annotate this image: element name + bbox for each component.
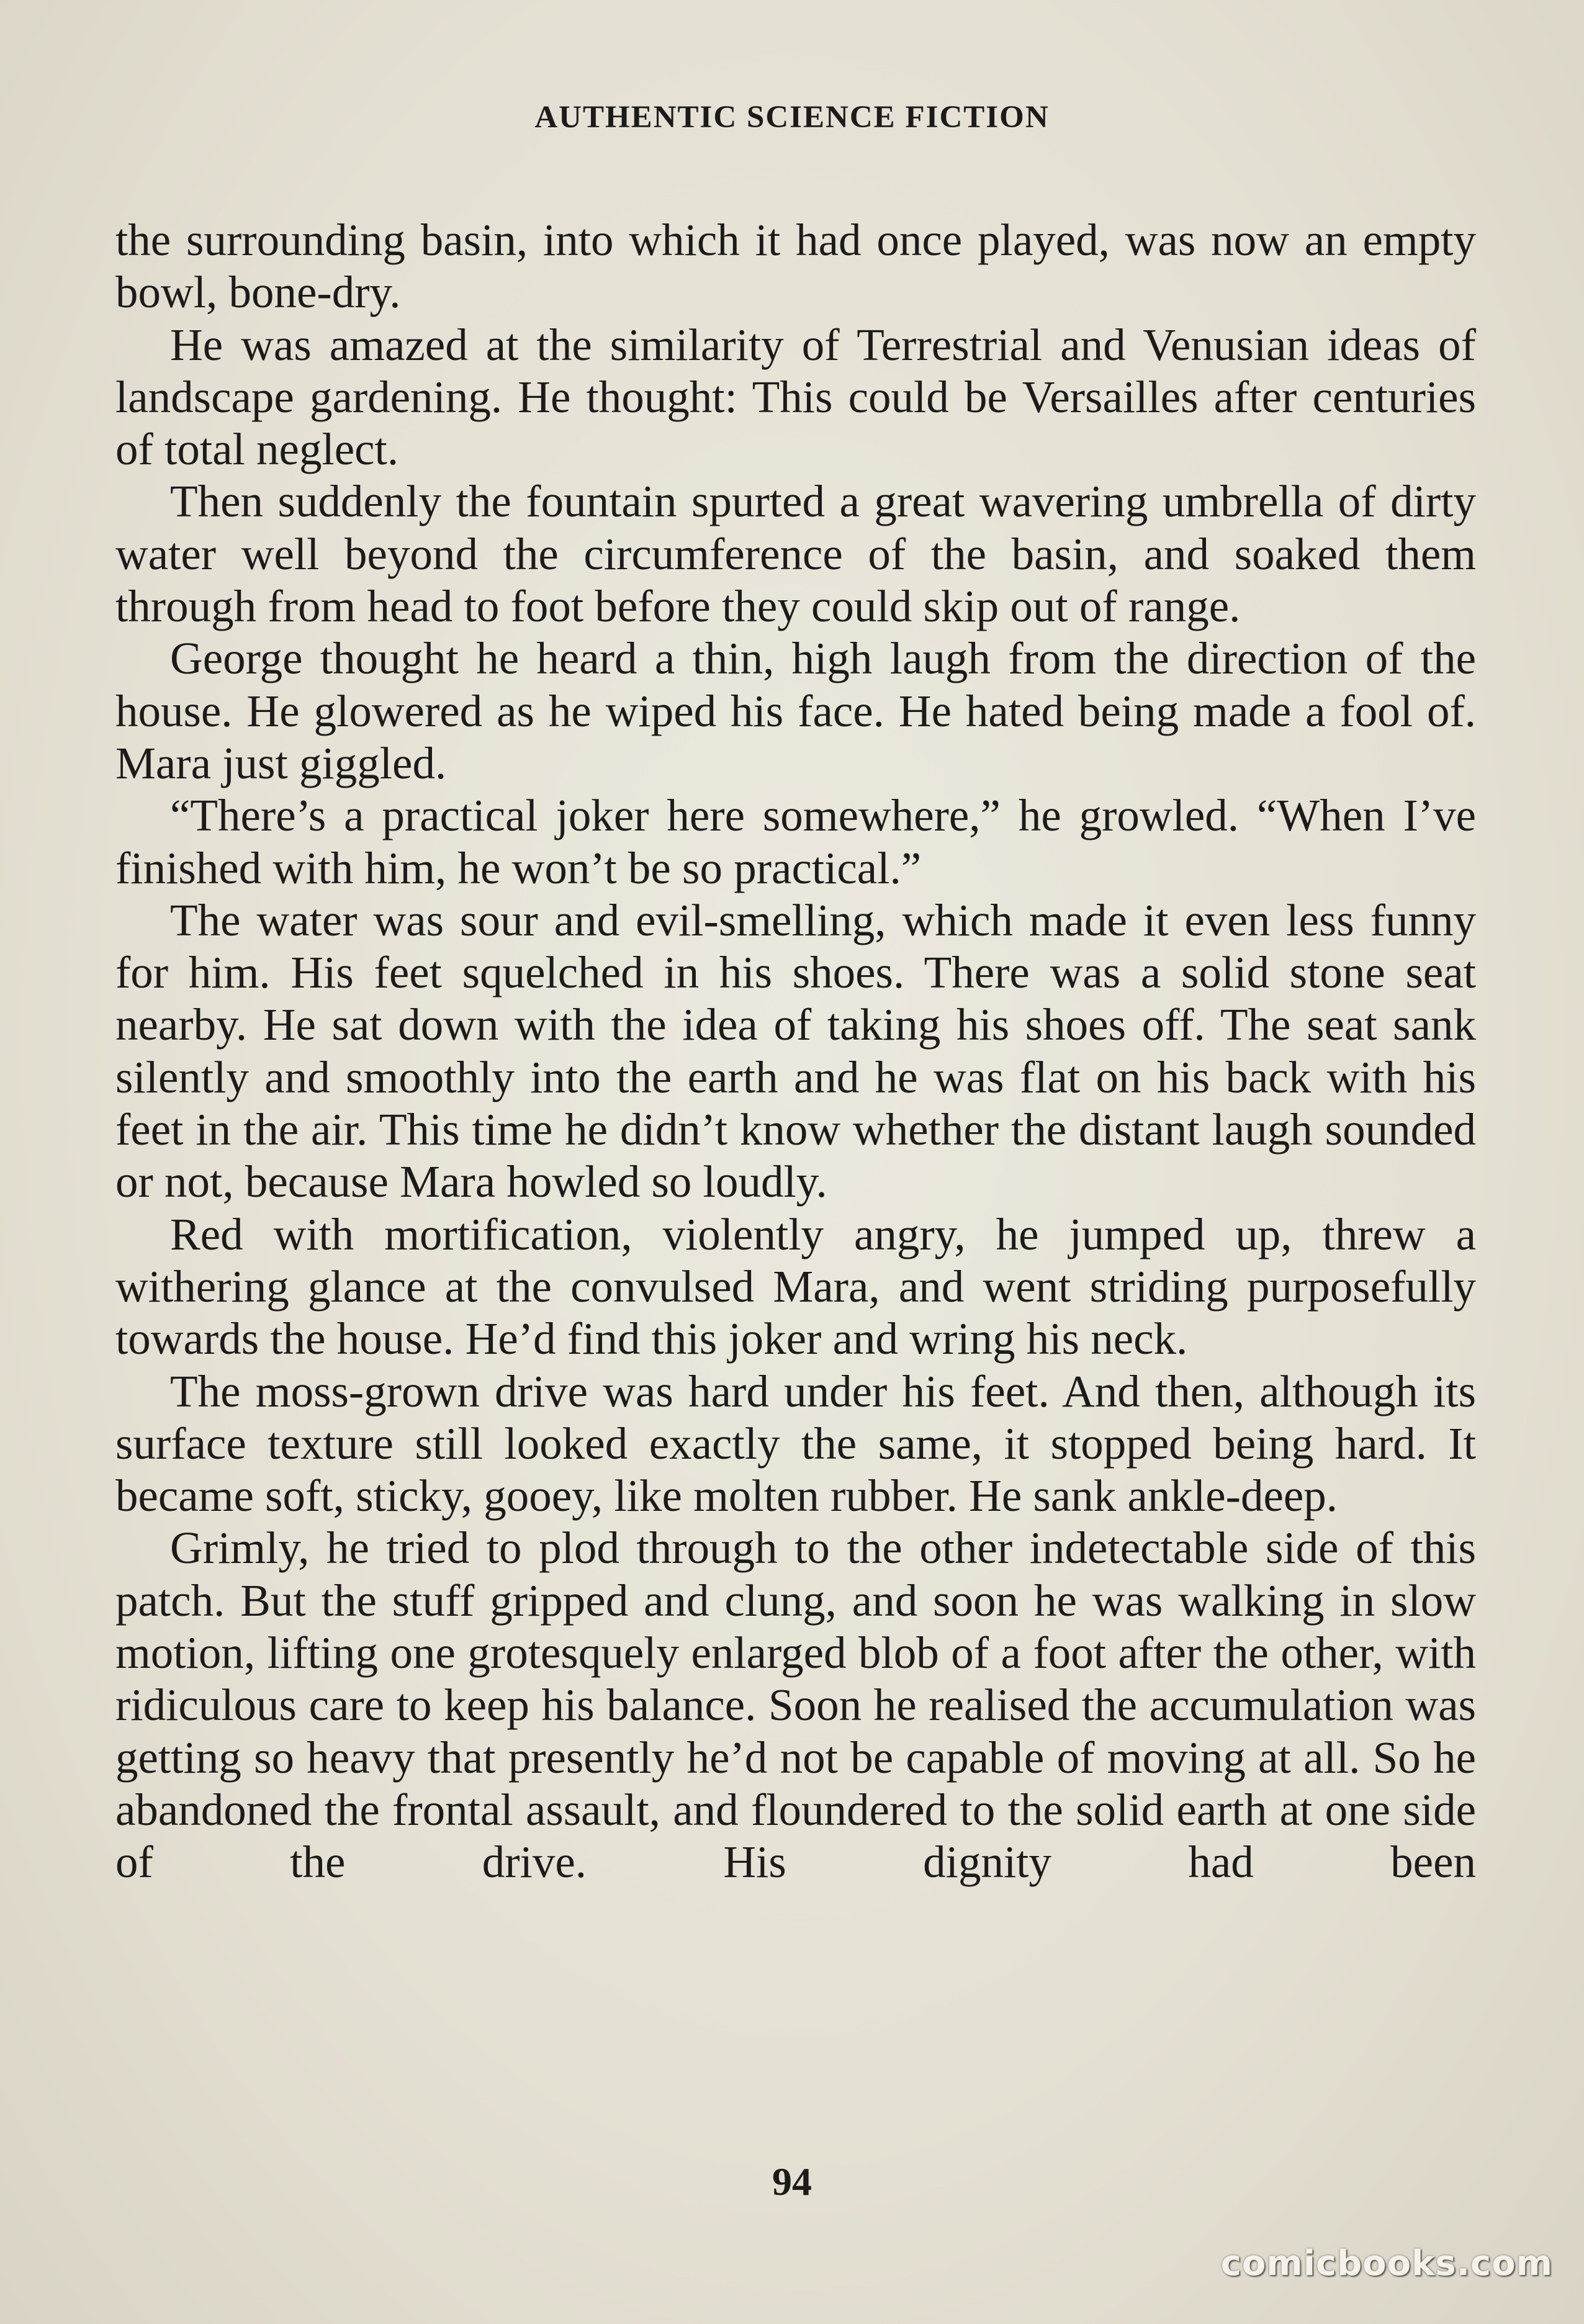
paragraph: The water was sour and evil-smelling, which made it even less funny for him. His feet squelched in his shoes. There was a solid stone seat nearby. He sat down with the idea of taking his shoes off. The seat sank silently and smoothly into the earth and he was flat on his back with his feet in the air. This time he didn’t know whether the distant laugh sounded or not, because Mara howled so loudly. — [115, 894, 1476, 1207]
paragraph: The moss-grown drive was hard under his feet. And then, although its surface texture still looked exactly the same, it stopped being hard. It became soft, sticky, gooey, like molten rubber. He sank ankle-deep. — [115, 1366, 1476, 1521]
paragraph: He was amazed at the similarity of Terrestrial and Venusian ideas of landscape gardening. He thought: This could be Versailles after centuries of total neglect. — [115, 319, 1476, 475]
paragraph: Then suddenly the fountain spurted a great wavering umbrella of dirty water well beyond the circumference of the basin, and soaked them through from head to foot before they could skip out of range. — [115, 476, 1476, 632]
body-text — [115, 214, 1476, 1889]
running-head: AUTHENTIC SCIENCE FICTION — [534, 100, 1050, 135]
paragraph: George thought he heard a thin, high laugh from the direction of the house. He glowered as he wiped his face. He hated being made a fool of. Mara just giggled. — [115, 633, 1476, 788]
paragraph: Grimly, he tried to plod through to the other indetectable side of this patch. But the stuff gripped and clung, and soon he was walking in slow motion, lifting one grotesquely enlarged blob of a foot after the other, with ridiculous care to keep his balance. Soon he realised the accumulation was getting so heavy that presently he’d not be capable of moving at all. So he abandoned the frontal assault, and floundered to the solid earth at one side of the drive. His dignity had been — [115, 1523, 1476, 1888]
watermark: comicbooks.com — [1220, 2243, 1553, 2284]
paragraph: Red with mortification, violently angry, he jumped up, threw a withering glance at the convulsed Mara, and went striding purposefully towards the house. He’d find this joker and wring his neck. — [115, 1209, 1476, 1364]
paragraph: the surrounding basin, into which it had once played, was now an empty bowl, bone-dry. — [115, 215, 1476, 318]
page-number: 94 — [772, 2160, 812, 2204]
paragraph: “There’s a practical joker here somewhere,” he growled. “When I’ve finished with him, he won’t be so practical.” — [115, 790, 1476, 893]
